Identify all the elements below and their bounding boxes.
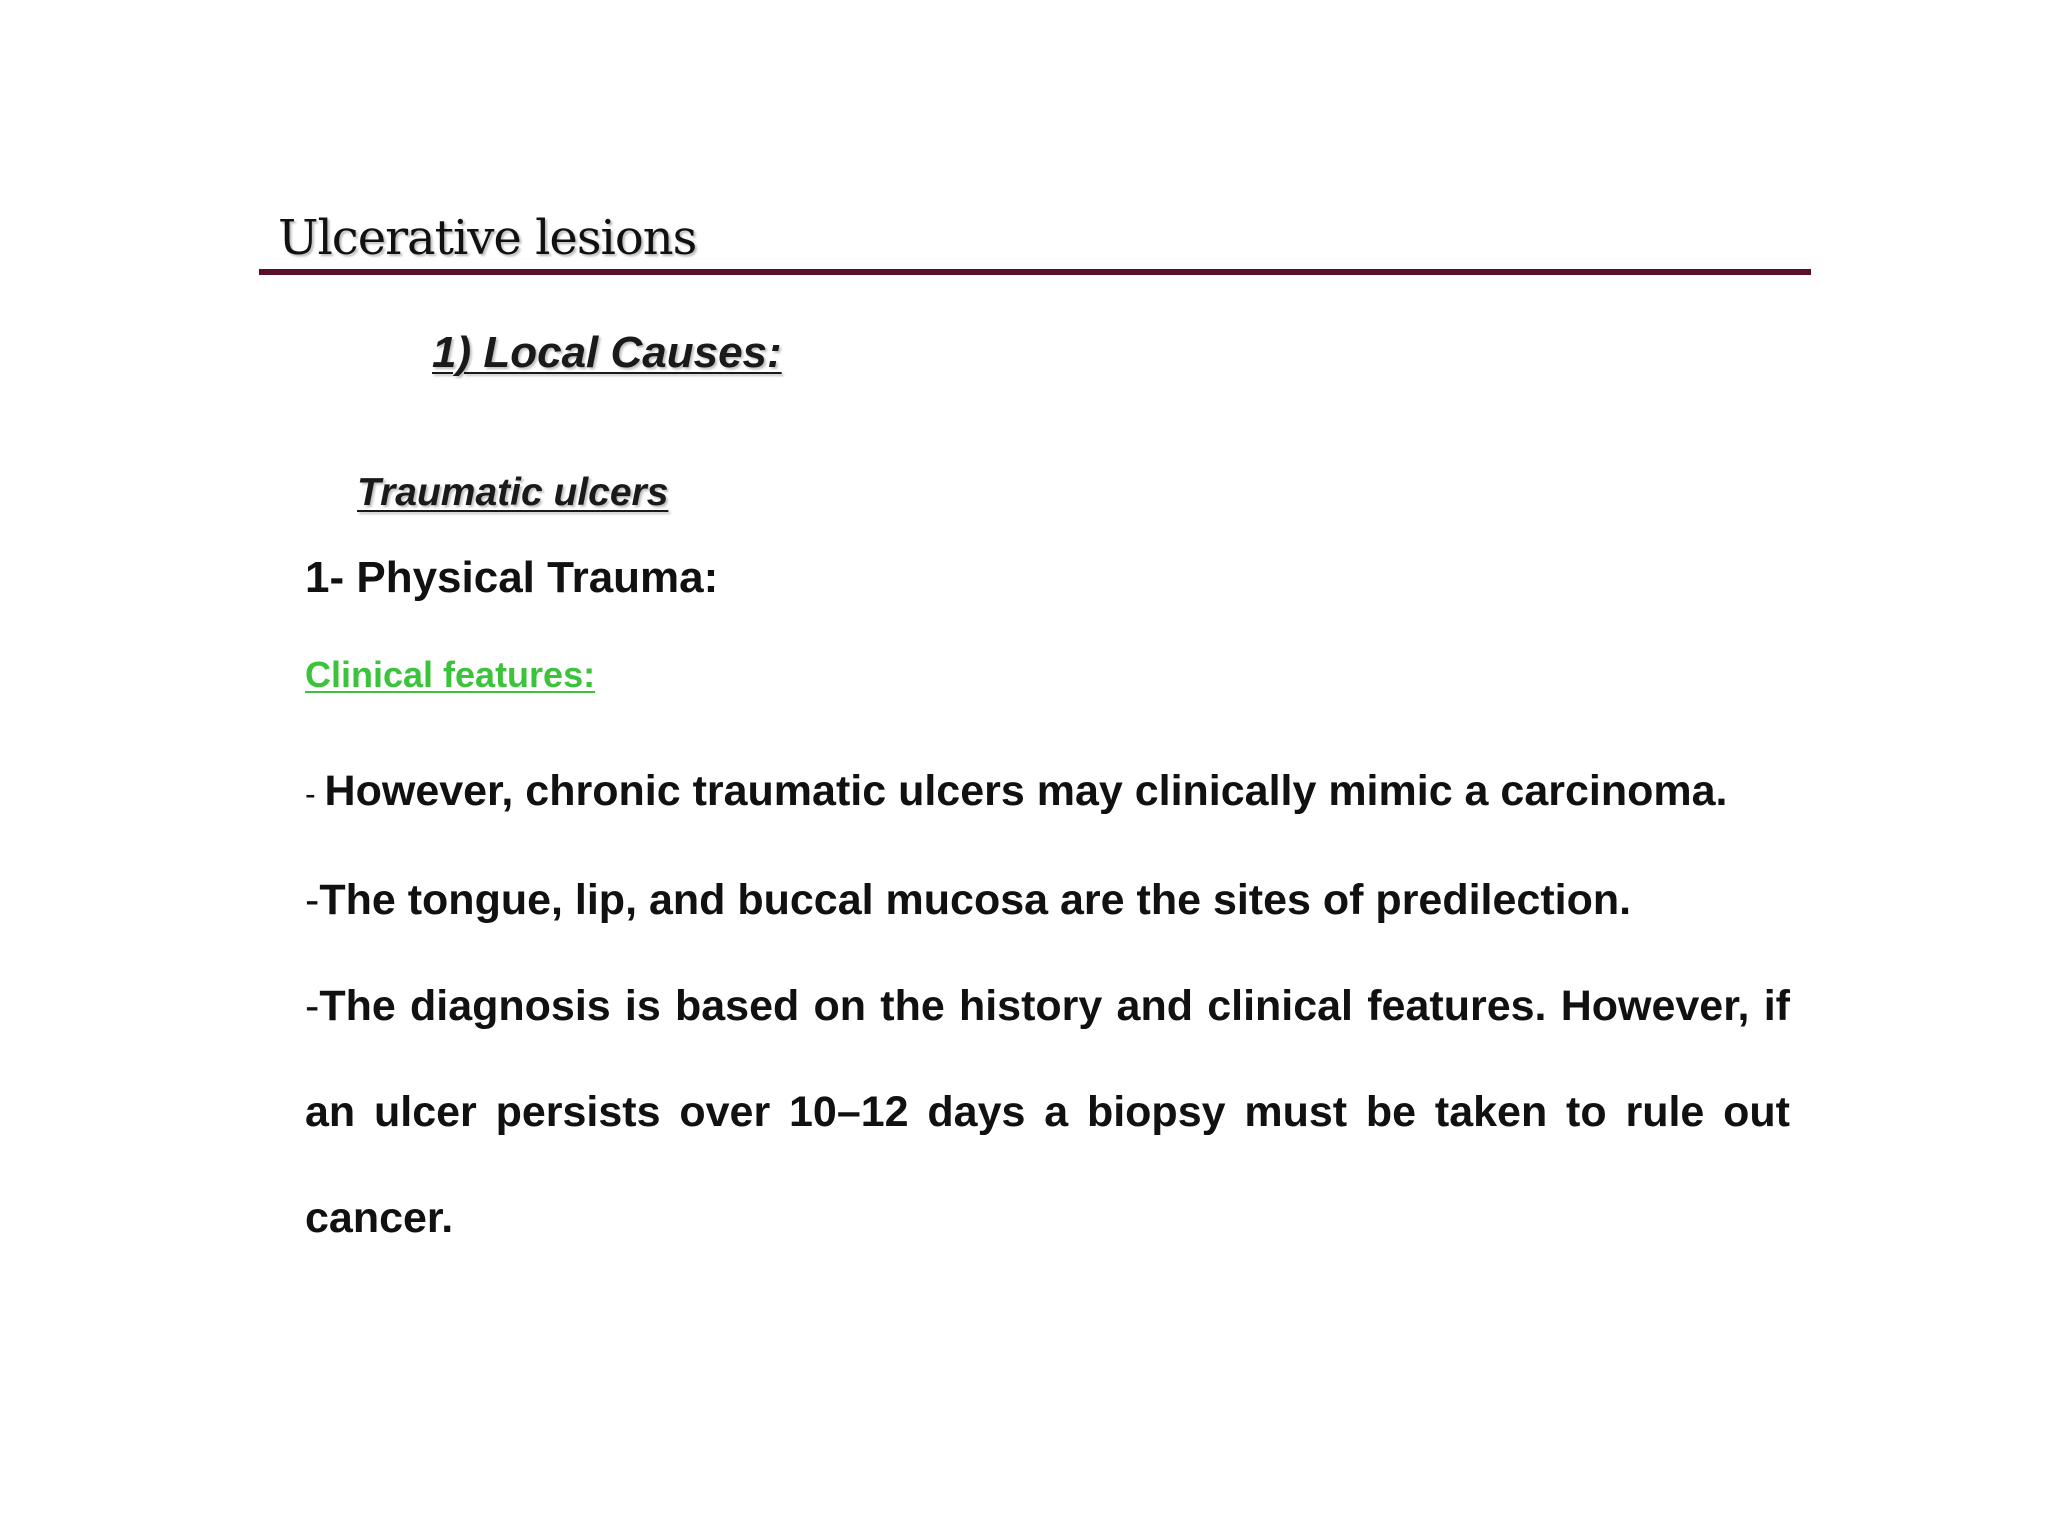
bullet-marker: - [305, 982, 320, 1030]
clinical-features-label: Clinical features: [305, 654, 596, 695]
bullet-text: However, chronic traumatic ulcers may clinically mimic a carcinoma. [324, 767, 1728, 815]
bullet-marker: - [305, 776, 325, 812]
slide-title: Ulcerative lesions [278, 210, 697, 266]
bullet-list [305, 738, 1790, 1271]
bullet-text: The diagnosis is based on the history and clinical features. However, if an ulcer persists over 10–12 days a biopsy must be taken to rule out cancer. [305, 982, 1790, 1242]
point-heading: 1- Physical Trauma: [305, 553, 719, 602]
sub-heading: Traumatic ulcers [357, 471, 669, 514]
bullet-item [305, 738, 1790, 847]
section-heading: 1) Local Causes: [432, 328, 782, 377]
title-underline-rule [259, 269, 1811, 275]
bullet-item [305, 953, 1790, 1271]
bullet-marker: - [305, 876, 320, 924]
bullet-item [305, 847, 1790, 953]
bullet-text: The tongue, lip, and buccal mucosa are the sites of predilection. [319, 876, 1632, 924]
